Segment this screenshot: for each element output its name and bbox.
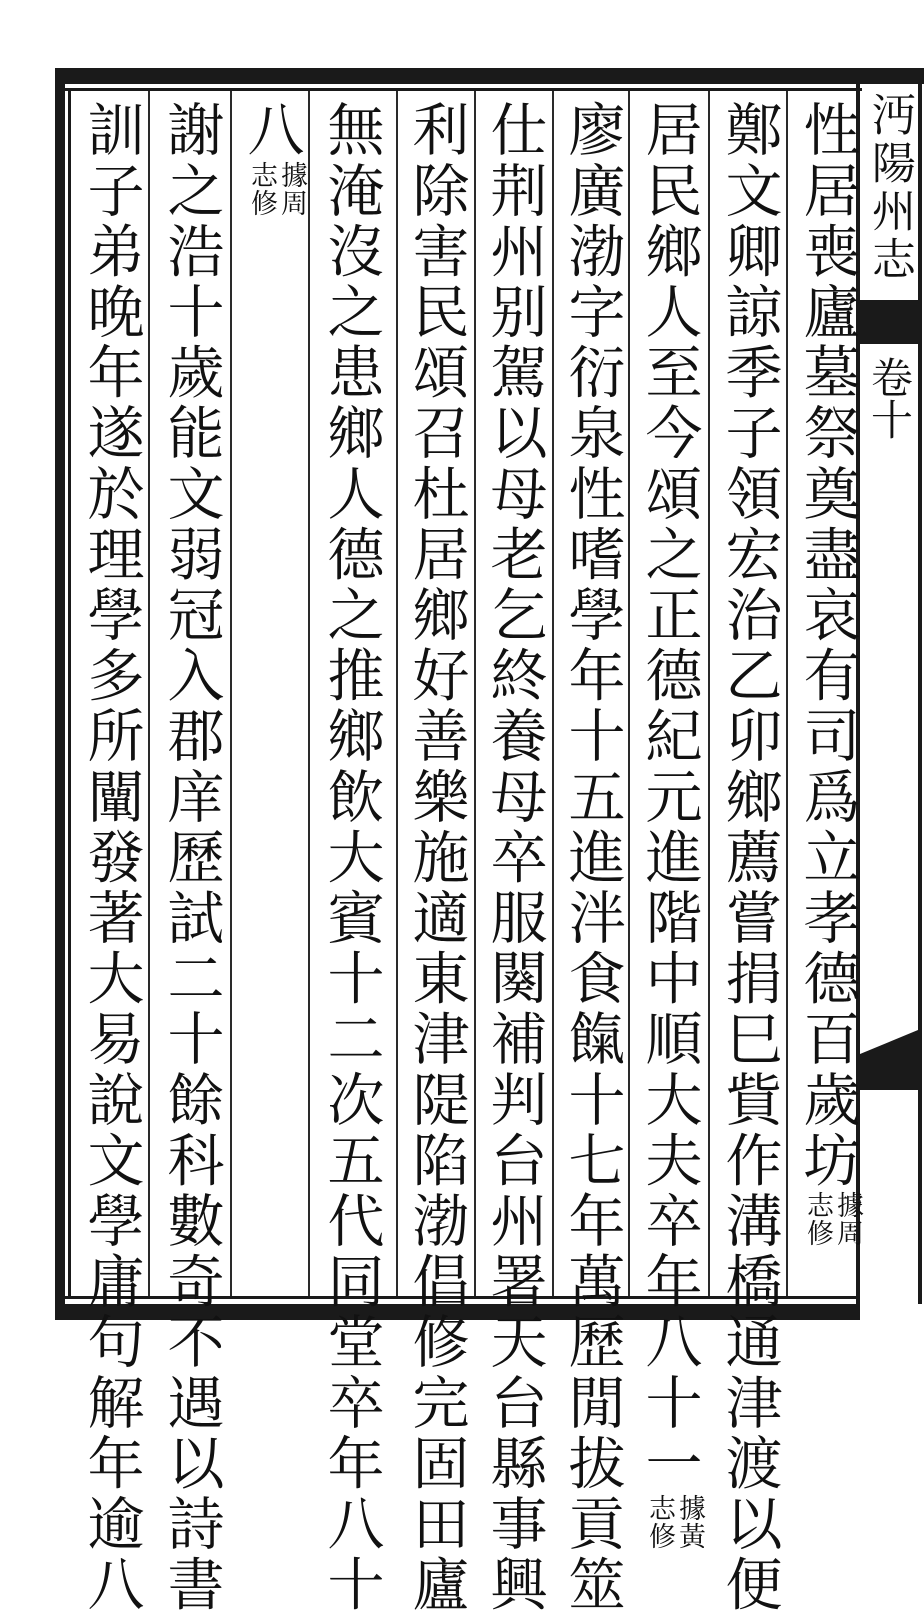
frame-top-inner-line <box>62 88 862 91</box>
column-text: 利除害民頌召杜居鄉好善樂施適東津隄陷渤倡修完固田廬 <box>403 100 469 1615</box>
frame-left-border <box>55 68 65 1320</box>
text-column-7 <box>316 100 386 1615</box>
text-column-2 <box>714 100 784 1615</box>
text-column-4 <box>557 100 627 1615</box>
column-text: 八 <box>238 100 304 161</box>
column-rule <box>230 91 232 1296</box>
source-note: 據黃志修 <box>644 1493 705 1550</box>
text-column-1 <box>792 100 862 1290</box>
source-note: 據周志修 <box>246 160 307 217</box>
column-rule <box>396 91 398 1296</box>
column-text: 鄭文卿諒季子領宏治乙卯鄉薦嘗捐巳貲作溝橋通津渡以便 <box>716 100 782 1615</box>
text-column-9 <box>156 100 226 1615</box>
column-rule <box>786 91 788 1296</box>
text-column-8 <box>236 100 306 1290</box>
column-rule <box>308 91 310 1296</box>
fish-tail-mark-lower <box>860 1030 918 1090</box>
column-rule <box>474 91 476 1296</box>
text-column-6 <box>401 100 471 1615</box>
text-column-3 <box>634 100 705 1550</box>
column-text: 無淹沒之患鄉人德之推鄉飲大賓十二次五代同堂卒年八十 <box>318 100 384 1615</box>
column-rule <box>148 91 150 1296</box>
frame-top-border <box>55 68 924 84</box>
column-text: 廖廣渤字衍泉性嗜學年十五進泮食餼十七年萬歷閒拔貢筮 <box>559 100 625 1615</box>
column-text: 謝之浩十歲能文弱冠入郡庠歷試二十餘科數奇不遇以詩書 <box>158 100 224 1615</box>
fold-column-right-rule <box>918 84 922 1304</box>
column-rule <box>708 91 710 1296</box>
fold-volume-number: 卷十 <box>865 356 914 440</box>
fish-tail-mark-upper <box>860 300 918 344</box>
column-rule <box>628 91 630 1296</box>
text-column-5 <box>479 100 549 1615</box>
fold-title: 沔陽州志 <box>864 92 915 284</box>
column-text: 訓子弟晚年遂於理學多所闡發著大易說文學庸句解年逾八 <box>78 100 144 1615</box>
column-text: 性居喪廬墓祭奠盡哀有司爲立孝德百歲坊 <box>794 100 860 1191</box>
column-text: 居民鄉人至今頌之正德紀元進階中順大夫卒年八十一 <box>636 100 702 1494</box>
text-column-10 <box>76 100 146 1615</box>
column-text: 仕荆州别駕以母老乞終養母卒服闋補判台州署天台縣事興 <box>481 100 547 1615</box>
column-rule <box>552 91 554 1296</box>
source-note: 據周志修 <box>802 1190 863 1247</box>
frame-left-inner-line <box>68 88 71 1299</box>
